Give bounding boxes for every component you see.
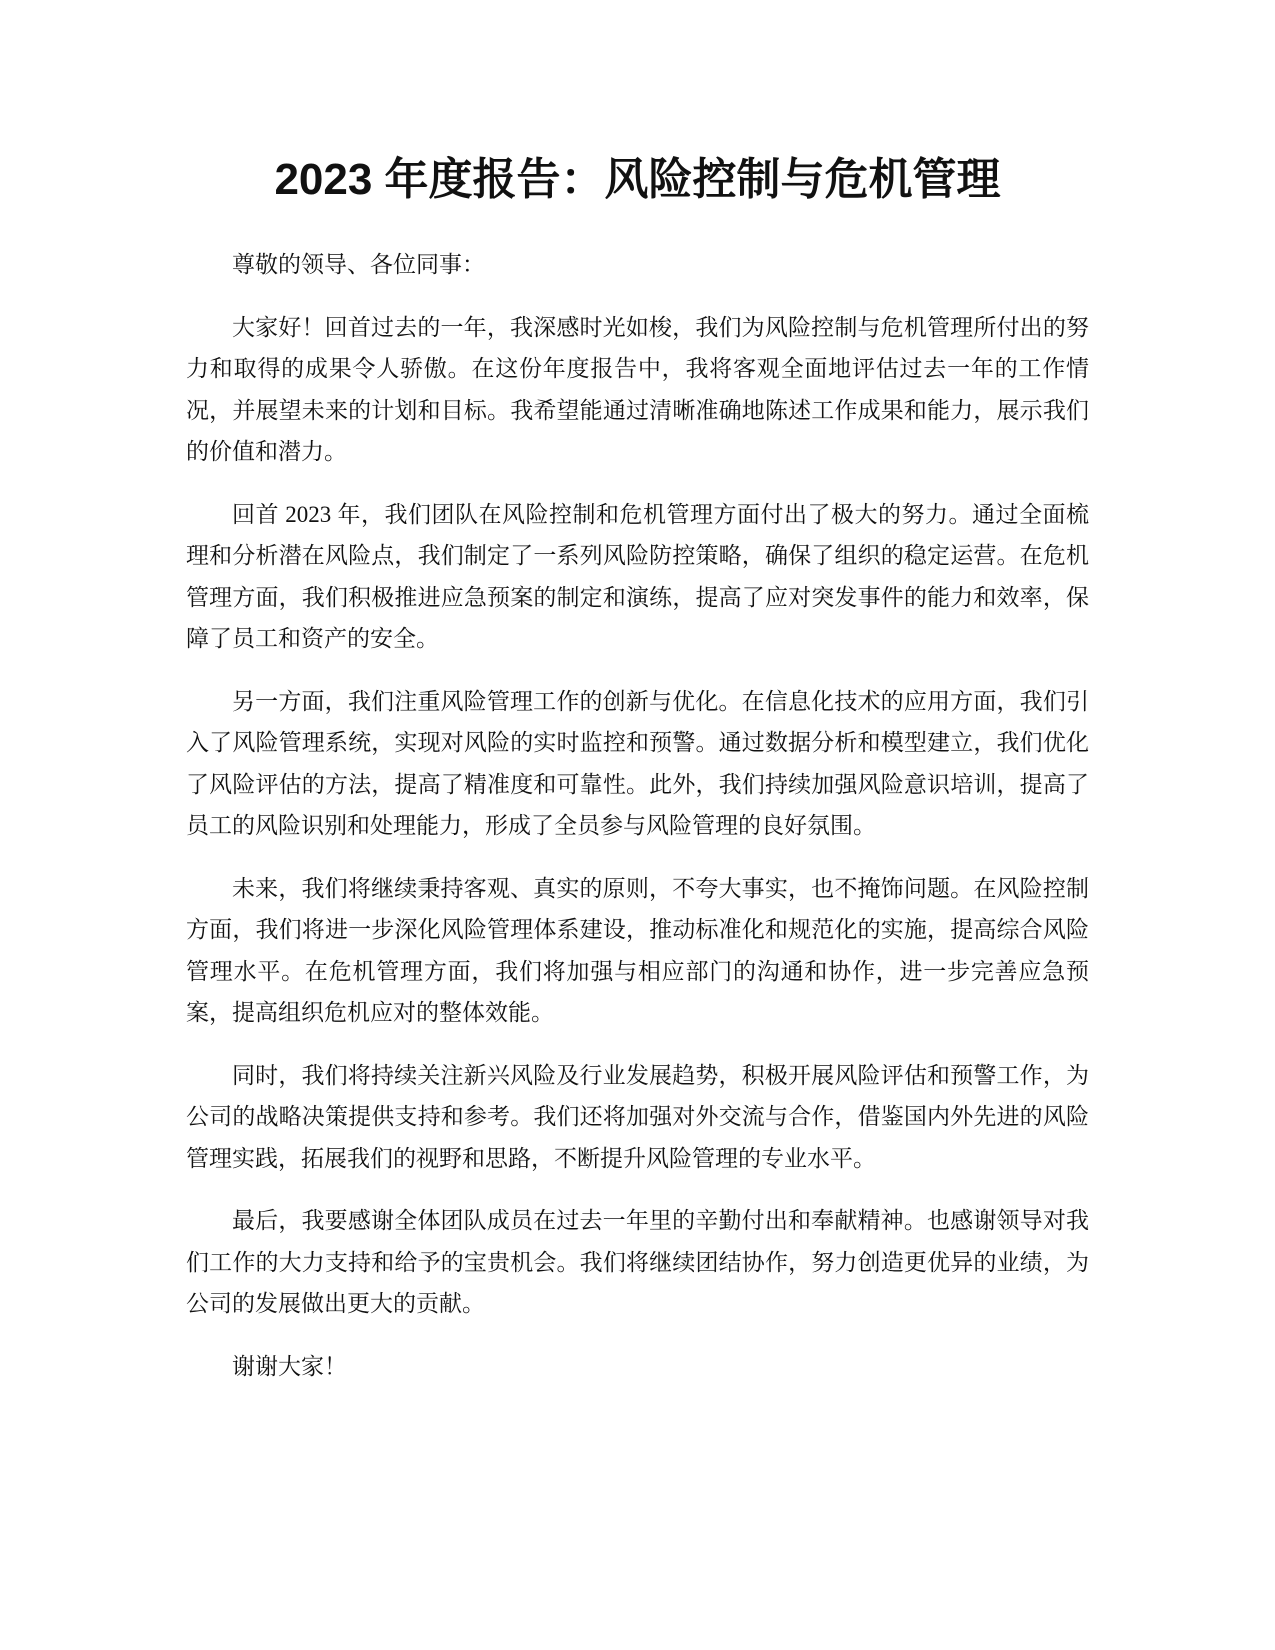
paragraph-trends: 同时，我们将持续关注新兴风险及行业发展趋势，积极开展风险评估和预警工作，为公司的战略决策提供支持和参考。我们还将加强对外交流与合作，借鉴国内外先进的风险管理实践，拓展我们的视野和思路，不断提升风险管理的专业水平。 xyxy=(186,1062,1089,1171)
paragraph-salutation: 尊敬的领导、各位同事： xyxy=(232,252,485,277)
paragraph-innovation: 另一方面，我们注重风险管理工作的创新与优化。在信息化技术的应用方面，我们引入了风险管理系统，实现对风险的实时监控和预警。通过数据分析和模型建立，我们优化了风险评估的方法，提高了精准度和可靠性。此外，我们持续加强风险意识培训，提高了员工的风险识别和处理能力，形成了全员参与风险管理的良好氛围。 xyxy=(186,688,1089,838)
paragraph-thanks: 最后，我要感谢全体团队成员在过去一年里的辛勤付出和奉献精神。也感谢领导对我们工作的大力支持和给予的宝贵机会。我们将继续团结协作，努力创造更优异的业绩，为公司的发展做出更大的贡献。 xyxy=(186,1208,1089,1316)
document-title: 2023 年度报告：风险控制与危机管理 xyxy=(274,155,1001,204)
paragraph-closing: 谢谢大家！ xyxy=(232,1353,347,1379)
paragraph-review-2023: 回首 2023 年，我们团队在风险控制和危机管理方面付出了极大的努力。通过全面梳理和分析潜在风险点，我们制定了一系列风险防控策略，确保了组织的稳定运营。在危机管理方面，我们积极推进应急预案的制定和演练，提高了应对突发事件的能力和效率，保障了员工和资产的安全。 xyxy=(186,501,1089,651)
document-body xyxy=(186,244,1089,1408)
paragraph-introduction: 大家好！回首过去的一年，我深感时光如梭，我们为风险控制与危机管理所付出的努力和取得的成果令人骄傲。在这份年度报告中，我将客观全面地评估过去一年的工作情况，并展望未来的计划和目标。我希望能通过清晰准确地陈述工作成果和能力，展示我们的价值和潜力。 xyxy=(186,314,1089,464)
paragraph-future-plans: 未来，我们将继续秉持客观、真实的原则，不夸大事实，也不掩饰问题。在风险控制方面，我们将进一步深化风险管理体系建设，推动标准化和规范化的实施，提高综合风险管理水平。在危机管理方面，我们将加强与相应部门的沟通和协作，进一步完善应急预案，提高组织危机应对的整体效能。 xyxy=(186,875,1089,1025)
